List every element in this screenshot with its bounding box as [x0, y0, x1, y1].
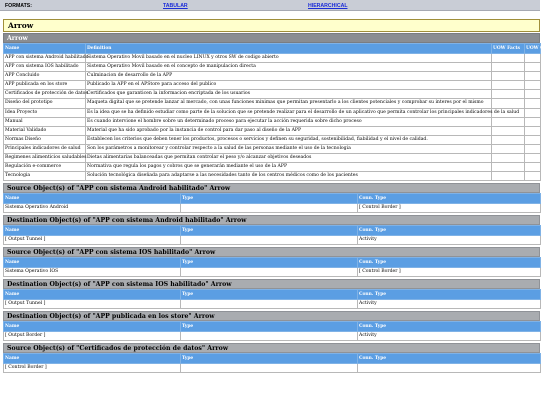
arrow-name-cell: Tecnologia [4, 172, 86, 181]
uow-facts-cell [492, 99, 525, 108]
table-row [4, 90, 541, 99]
col-header-conn-type: Conn. Type [358, 354, 541, 364]
conn-type-cell: Activity [358, 332, 541, 341]
conn-type-cell: Activity [358, 300, 541, 309]
arrow-definition-cell: Publicado la APP en el APStore para acceso del publico [86, 81, 492, 90]
conn-type-cell: [ Control Border ] [358, 204, 541, 213]
uow-facts-cell [492, 144, 525, 153]
object-type-cell [181, 332, 358, 341]
col-header-type: Type [181, 226, 358, 236]
arrow-definition-cell: Es cuando intervione el hombre sobre un determinado proceso para ejecutar la acción requerida sobre dicho proceso [86, 117, 492, 126]
col-header-name: Name [4, 44, 86, 54]
col-header-name: Name [4, 194, 181, 204]
table-row [4, 332, 541, 341]
uow-facts-cell [492, 135, 525, 144]
object-table-header [4, 290, 541, 300]
table-row [4, 126, 541, 135]
table-row [4, 54, 541, 63]
arrow-name-cell: Regulación e-commerce [4, 163, 86, 172]
table-row [4, 72, 541, 81]
uow-facts-cell [492, 117, 525, 126]
uow-c-cell [525, 63, 541, 72]
arrow-definition-cell: Son los parámetros a monitorear y controlar respecto a la salud de las personas mediante el uso de la tecnologia [86, 144, 492, 153]
object-type-cell [181, 268, 358, 277]
uow-c-cell [525, 99, 541, 108]
table-row [4, 364, 541, 373]
arrow-definition-cell: Solución tecnológica diseñada para adaptarse a las necesidades tanto de los centros médicos como de los pacientes [86, 172, 492, 181]
conn-type-cell: [ Control Border ] [358, 268, 541, 277]
col-header-name: Name [4, 258, 181, 268]
col-header-conn-type: Conn. Type [358, 194, 541, 204]
col-header-type: Type [181, 194, 358, 204]
arrow-definition-cell: Sistema Operativo Movil basado en el concepto de manipulacion directa [86, 63, 492, 72]
object-name-cell: [ Output Tunnel ] [4, 236, 181, 245]
col-header-type: Type [181, 290, 358, 300]
arrow-name-cell: Idea Proyecto [4, 108, 86, 117]
object-table [3, 225, 541, 245]
arrow-name-cell: Normas Diseño [4, 135, 86, 144]
col-header-type: Type [181, 258, 358, 268]
table-row [4, 63, 541, 72]
table-row [4, 81, 541, 90]
object-table [3, 353, 541, 373]
arrow-table-header [4, 44, 541, 54]
uow-c-cell [525, 135, 541, 144]
arrow-name-cell: APP Concluido [4, 72, 86, 81]
arrow-definition-cell: Culminacion de desarrollo de la APP [86, 72, 492, 81]
table-row [4, 163, 541, 172]
arrow-name-cell: APP publicada en los store [4, 81, 86, 90]
uow-c-cell [525, 72, 541, 81]
uow-facts-cell [492, 90, 525, 99]
uow-c-cell [525, 117, 541, 126]
arrow-definition-cell: Es la idea que se ha definido estudiar como parte de la solucion que se pretende realizar para el desarrollo de un aplicativo que permita controlar los principales indicadores de la salud [86, 108, 492, 117]
col-header-name: Name [4, 354, 181, 364]
hierarchical-link[interactable]: HIERARCHICAL [308, 3, 348, 9]
uow-facts-cell [492, 63, 525, 72]
arrow-name-cell: APP con sistema IOS habilitado [4, 63, 86, 72]
uow-c-cell [525, 81, 541, 90]
table-row [4, 268, 541, 277]
uow-facts-cell [492, 172, 525, 181]
col-header-uow-facts: UOW Facts [492, 44, 525, 54]
object-section-header: Source Object(s) of "APP con sistema Android habilitado" Arrow [3, 183, 540, 193]
arrow-definition-cell: Maqueta digital que se pretende lanzar al mercado, con unas funciones minimas que permitan presentarlo a los clientes potenciales y comprobar su interes por el mismo [86, 99, 492, 108]
conn-type-cell: Activity [358, 236, 541, 245]
arrow-definition-cell: Sistema Operativo Movil basado en el nucleo LINUX y otros SW de codigo abierto [86, 54, 492, 63]
object-table-header [4, 322, 541, 332]
table-row [4, 172, 541, 181]
uow-c-cell [525, 108, 541, 117]
uow-facts-cell [492, 163, 525, 172]
main-section-header: Arrow [3, 33, 540, 43]
col-header-conn-type: Conn. Type [358, 290, 541, 300]
col-header-uow-c: UOW C [525, 44, 541, 54]
arrow-definition-cell: Certificados que garanticen la informacion encriptada de los usuarios [86, 90, 492, 99]
table-row [4, 300, 541, 309]
uow-c-cell [525, 126, 541, 135]
col-header-conn-type: Conn. Type [358, 322, 541, 332]
table-row [4, 204, 541, 213]
arrow-name-cell: Diseño del prototipo [4, 99, 86, 108]
col-header-definition: Definition [86, 44, 492, 54]
object-table-header [4, 258, 541, 268]
col-header-type: Type [181, 354, 358, 364]
uow-facts-cell [492, 72, 525, 81]
object-type-cell [181, 236, 358, 245]
col-header-name: Name [4, 226, 181, 236]
object-name-cell: Sistema Operativo IOS [4, 268, 181, 277]
table-row [4, 144, 541, 153]
object-section-header: Source Object(s) of "APP con sistema IOS habilitado" Arrow [3, 247, 540, 257]
arrow-definition-cell: Establecen los criterios que deben tener los productos, procesos o servicios y definen su seguridad, sostenibilidad, fiabilidad y el nivel de calidad. [86, 135, 492, 144]
object-section-header: Destination Object(s) of "APP publicada en los store" Arrow [3, 311, 540, 321]
arrow-name-cell: Regimenes alimenticios saludables [4, 154, 86, 163]
table-row [4, 99, 541, 108]
col-header-type: Type [181, 322, 358, 332]
col-header-name: Name [4, 322, 181, 332]
uow-c-cell [525, 163, 541, 172]
arrow-definition-cell: Normativa que regula los pagos y cobros que se generarán mediante el uso de la APP [86, 163, 492, 172]
table-row [4, 154, 541, 163]
arrow-name-cell: Manual [4, 117, 86, 126]
uow-facts-cell [492, 54, 525, 63]
conn-type-cell [358, 364, 541, 373]
uow-c-cell [525, 172, 541, 181]
uow-facts-cell [492, 154, 525, 163]
formats-label: FORMATS: [5, 3, 32, 9]
arrow-name-cell: Principales indicadores de salud [4, 144, 86, 153]
table-row [4, 135, 541, 144]
arrow-name-cell: Certificados de protección de datos [4, 90, 86, 99]
object-table-header [4, 194, 541, 204]
object-type-cell [181, 204, 358, 213]
object-type-cell [181, 300, 358, 309]
object-section-header: Destination Object(s) of "APP con sistema Android habilitado" Arrow [3, 215, 540, 225]
arrow-name-cell: Material Validado [4, 126, 86, 135]
arrow-definition-cell: Dietas alimentarias balanceadas que permitan controlar el peso y/o alcanzar objetivos deseados [86, 154, 492, 163]
table-row [4, 108, 541, 117]
object-section-header: Destination Object(s) of "APP con sistema IOS habilitado" Arrow [3, 279, 540, 289]
object-name-cell: [ Output Border ] [4, 332, 181, 341]
col-header-conn-type: Conn. Type [358, 226, 541, 236]
object-name-cell: [ Control Border ] [4, 364, 181, 373]
object-table [3, 289, 541, 309]
col-header-conn-type: Conn. Type [358, 258, 541, 268]
arrow-name-cell: APP con sistema Android habilitado [4, 54, 86, 63]
table-row [4, 117, 541, 126]
object-table [3, 257, 541, 277]
uow-c-cell [525, 54, 541, 63]
uow-facts-cell [492, 126, 525, 135]
report-page [3, 19, 544, 373]
arrow-definition-cell: Material que ha sido aprobado por la instancia de control para dar paso al diseño de la APP [86, 126, 492, 135]
object-table [3, 193, 541, 213]
uow-facts-cell [492, 81, 525, 90]
object-name-cell: [ Output Tunnel ] [4, 300, 181, 309]
table-row [4, 236, 541, 245]
object-table-header [4, 226, 541, 236]
uow-c-cell [525, 90, 541, 99]
formats-bar [0, 0, 540, 11]
col-header-name: Name [4, 290, 181, 300]
object-table-header [4, 354, 541, 364]
object-type-cell [181, 364, 358, 373]
object-section-header: Source Object(s) of "Certificados de protección de datos" Arrow [3, 343, 540, 353]
tabular-link[interactable]: TABULAR [163, 3, 188, 9]
element-title: Arrow [3, 19, 540, 32]
uow-c-cell [525, 154, 541, 163]
arrow-table [3, 43, 544, 181]
object-table [3, 321, 541, 341]
object-name-cell: Sistema Operativo Android [4, 204, 181, 213]
uow-c-cell [525, 144, 541, 153]
